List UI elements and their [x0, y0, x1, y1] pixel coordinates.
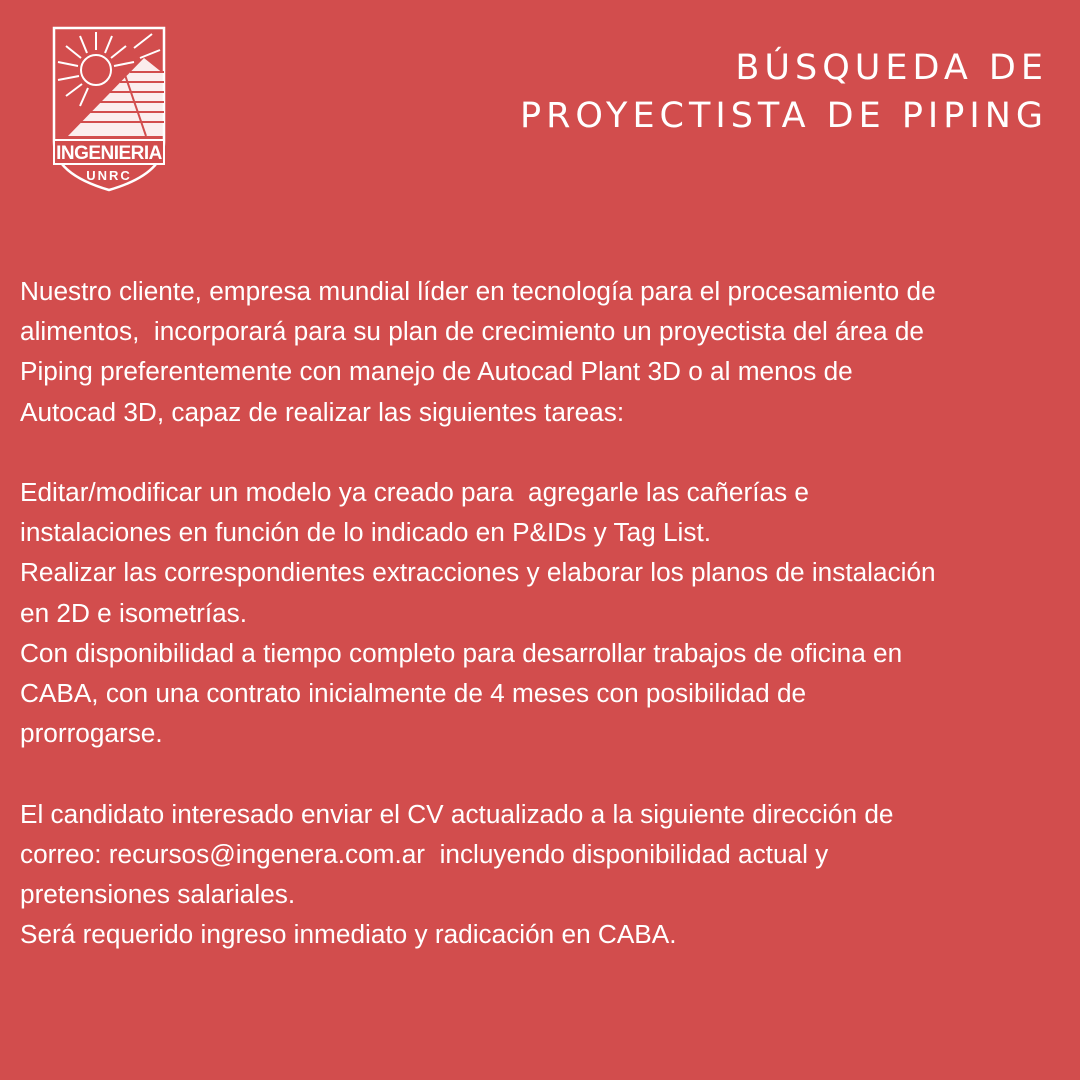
tasks-line: Con disponibilidad a tiempo completo para desarrollar trabajos de oficina en	[20, 637, 903, 668]
paragraph-gap	[20, 753, 1065, 793]
job-description	[20, 271, 1065, 954]
tasks-line: CABA, con una contrato inicialmente de 4 meses con posibilidad de	[20, 678, 807, 709]
page-title	[520, 44, 1048, 140]
contact-line: El candidato interesado enviar el CV actualizado a la siguiente dirección de	[20, 798, 894, 829]
contact-line: pretensiones salariales.	[20, 879, 296, 910]
intro-line: alimentos, incorporará para su plan de crecimiento un proyectista del área de	[20, 316, 924, 347]
title-line-1: BÚSQUEDA DE	[735, 48, 1048, 88]
tasks-line: instalaciones en función de lo indicado en P&IDs y Tag List.	[20, 517, 712, 548]
logo-text-ingenieria: INGENIERIA	[56, 143, 162, 164]
logo-text-unrc: UNRC	[86, 168, 132, 183]
ingenieria-unrc-logo	[50, 24, 168, 194]
title-line-2: PROYECTISTA DE PIPING	[520, 96, 1048, 136]
contact-line: Será requerido ingreso inmediato y radicación en CABA.	[20, 919, 677, 950]
contact-line: correo: recursos@ingenera.com.ar incluyendo disponibilidad actual y	[20, 838, 829, 869]
intro-line: Piping preferentemente con manejo de Autocad Plant 3D o al menos de	[20, 356, 853, 387]
tasks-line: en 2D e isometrías.	[20, 597, 248, 628]
intro-line: Nuestro cliente, empresa mundial líder en tecnología para el procesamiento de	[20, 276, 936, 306]
paragraph-gap	[20, 432, 1065, 472]
intro-line: Autocad 3D, capaz de realizar las siguientes tareas:	[20, 396, 625, 427]
tasks-line: Realizar las correspondientes extracciones y elaborar los planos de instalación	[20, 557, 936, 588]
tasks-line: prorrogarse.	[20, 718, 163, 749]
tasks-line: Editar/modificar un modelo ya creado para agregarle las cañerías e	[20, 477, 809, 507]
